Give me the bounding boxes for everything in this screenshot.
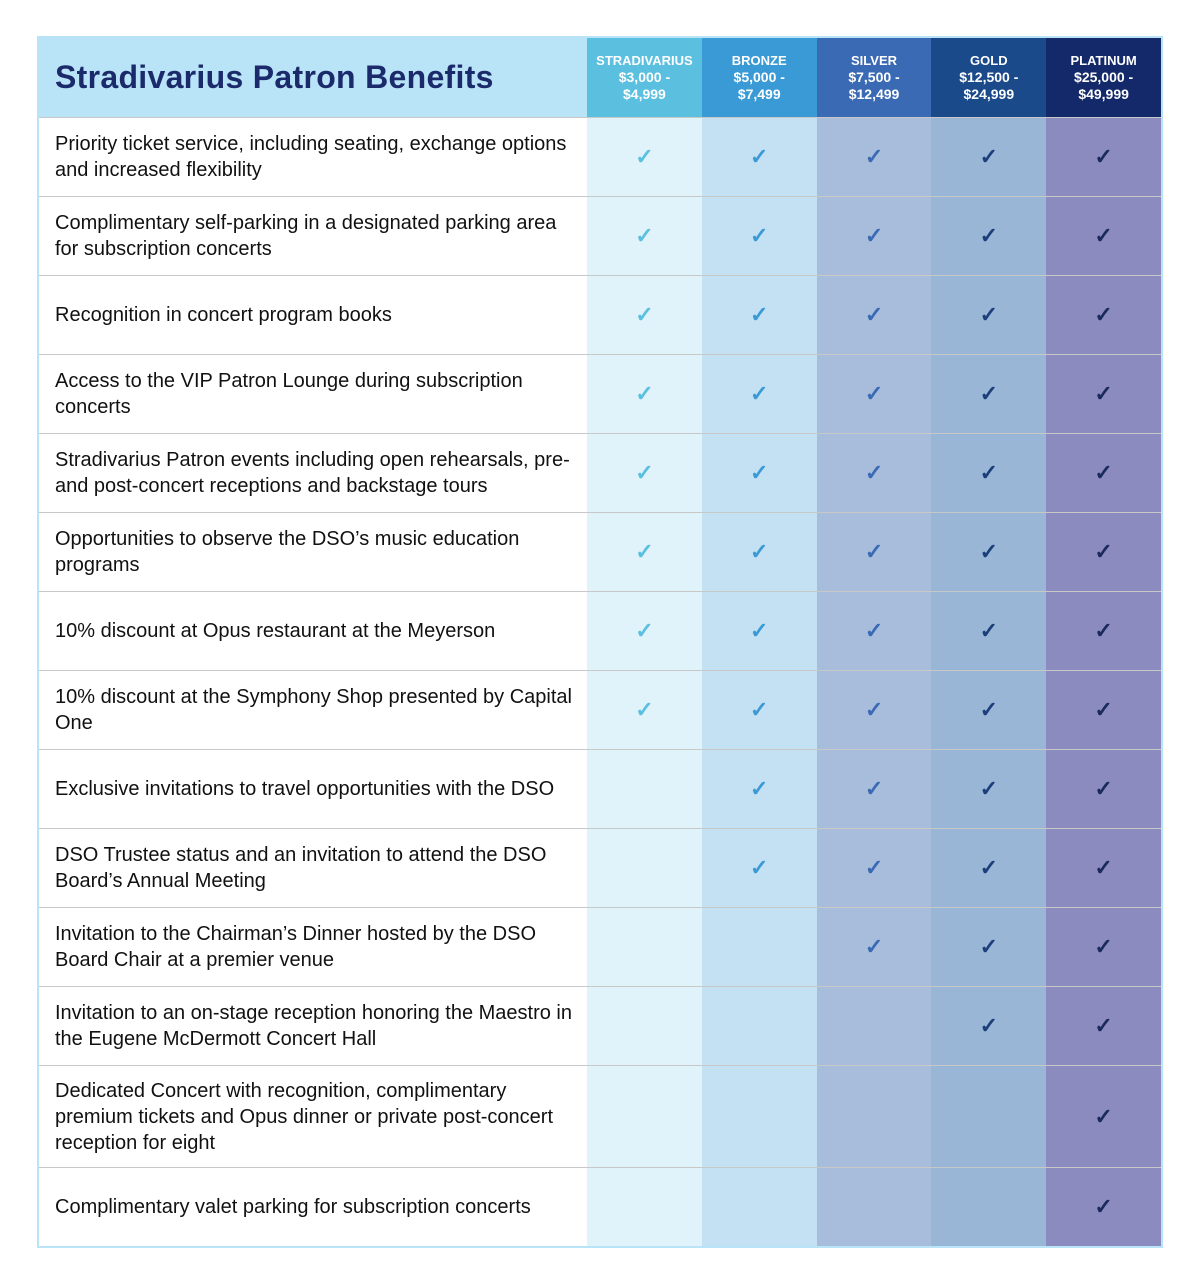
check-icon: ✓ (1094, 934, 1113, 959)
table-row (39, 275, 1161, 354)
tier-cell (702, 987, 817, 1065)
table-row (39, 749, 1161, 828)
check-icon: ✓ (750, 460, 769, 485)
tier-cell (817, 1066, 932, 1167)
table-row (39, 1065, 1161, 1167)
tier-header-stradivarius (587, 38, 702, 117)
check-icon: ✓ (1094, 381, 1113, 406)
table-row (39, 354, 1161, 433)
check-icon: ✓ (864, 381, 884, 406)
check-icon: ✓ (635, 697, 654, 722)
tier-cell (931, 592, 1046, 670)
check-icon: ✓ (979, 460, 999, 485)
tier-cell (702, 1066, 817, 1167)
tier-cell (587, 592, 702, 670)
tier-cell (931, 118, 1046, 196)
tier-cell (931, 513, 1046, 591)
check-icon: ✓ (864, 855, 884, 880)
check-icon: ✓ (1094, 1103, 1113, 1129)
tier-cell (817, 197, 932, 275)
tier-cell (817, 750, 932, 828)
check-icon: ✓ (864, 223, 884, 248)
tier-cell (587, 434, 702, 512)
benefit-label: Stradivarius Patron events including open rehearsals, pre- and post-concert receptions and backstage tours (55, 449, 570, 497)
tier-name: GOLD (970, 53, 1008, 68)
tier-cell (587, 1066, 702, 1167)
tier-header-platinum (1046, 38, 1161, 117)
tier-cell (702, 513, 817, 591)
check-icon: ✓ (864, 697, 884, 722)
tier-cell (931, 750, 1046, 828)
tier-header-silver (817, 38, 932, 117)
tier-cell (1046, 750, 1161, 828)
tier-cell (702, 1168, 817, 1246)
check-icon: ✓ (635, 223, 654, 248)
tier-name: BRONZE (731, 53, 787, 68)
tier-cell (931, 671, 1046, 749)
tier-cell (1046, 671, 1161, 749)
check-icon: ✓ (635, 144, 654, 169)
tier-cell (817, 592, 932, 670)
benefit-label: Invitation to an on-stage reception honoring the Maestro in the Eugene McDermott Concert Hall (55, 1002, 572, 1050)
tier-cell (931, 829, 1046, 907)
tier-cell (817, 355, 932, 433)
tier-cell (587, 908, 702, 986)
check-icon: ✓ (864, 460, 884, 485)
table-row (39, 512, 1161, 591)
tier-cell (1046, 355, 1161, 433)
check-icon: ✓ (635, 539, 654, 564)
check-icon: ✓ (750, 855, 769, 880)
tier-cell (587, 118, 702, 196)
check-icon: ✓ (979, 223, 999, 248)
tier-cell (1046, 1066, 1161, 1167)
tier-cell (931, 987, 1046, 1065)
table-row (39, 117, 1161, 196)
check-icon: ✓ (864, 776, 884, 801)
tier-cell (931, 1066, 1046, 1167)
table-row (39, 986, 1161, 1065)
tier-cell (702, 671, 817, 749)
check-icon: ✓ (979, 618, 999, 643)
tier-cell (1046, 118, 1161, 196)
tier-name: SILVER (851, 53, 898, 68)
table-row (39, 433, 1161, 512)
table-row (39, 828, 1161, 907)
tier-cell (1046, 987, 1161, 1065)
tier-cell (1046, 829, 1161, 907)
check-icon: ✓ (1094, 144, 1113, 169)
check-icon: ✓ (1094, 1194, 1113, 1219)
check-icon: ✓ (864, 934, 884, 959)
tier-cell (1046, 513, 1161, 591)
check-icon: ✓ (750, 144, 769, 169)
benefit-label: Complimentary valet parking for subscription concerts (55, 1196, 531, 1218)
tier-range2: $7,499 (737, 86, 781, 102)
tier-range2: $12,499 (848, 86, 900, 102)
check-icon: ✓ (979, 776, 999, 801)
check-icon: ✓ (1094, 855, 1113, 880)
benefit-label: Exclusive invitations to travel opportunities with the DSO (55, 778, 555, 800)
benefit-label: Priority ticket service, including seating, exchange options and increased flexibility (55, 133, 567, 181)
tier-cell (931, 434, 1046, 512)
check-icon: ✓ (750, 302, 769, 327)
tier-cell (702, 750, 817, 828)
check-icon: ✓ (864, 618, 884, 643)
benefits-table (37, 36, 1163, 1248)
benefit-label: Invitation to the Chairman’s Dinner hosted by the DSO Board Chair at a premier venue (55, 923, 536, 971)
benefit-label: Dedicated Concert with recognition, complimentary premium tickets and Opus dinner or private post-concert reception for eight (55, 1079, 553, 1154)
tier-cell (587, 276, 702, 354)
check-icon: ✓ (635, 302, 654, 327)
tier-cell (1046, 592, 1161, 670)
tier-cell (817, 513, 932, 591)
tier-cell (587, 513, 702, 591)
tier-header-bronze (702, 38, 817, 117)
check-icon: ✓ (979, 697, 999, 722)
tier-cell (702, 118, 817, 196)
check-icon: ✓ (1094, 776, 1113, 801)
tier-cell (817, 434, 932, 512)
tier-range1: $25,000 - (1074, 69, 1134, 85)
check-icon: ✓ (979, 381, 999, 406)
tier-cell (587, 355, 702, 433)
tier-range1: $5,000 - (733, 69, 785, 85)
check-icon: ✓ (1094, 618, 1113, 643)
check-icon: ✓ (1094, 1013, 1113, 1038)
tier-cell (587, 750, 702, 828)
tier-cell (931, 908, 1046, 986)
check-icon: ✓ (864, 144, 884, 169)
table-row (39, 670, 1161, 749)
tier-cell (587, 1168, 702, 1246)
check-icon: ✓ (979, 1013, 999, 1038)
tier-cell (702, 197, 817, 275)
check-icon: ✓ (750, 697, 769, 722)
tier-range2: $4,999 (623, 86, 666, 102)
tier-cell (1046, 197, 1161, 275)
check-icon: ✓ (750, 776, 769, 801)
tier-cell (587, 829, 702, 907)
tier-cell (931, 1168, 1046, 1246)
check-icon: ✓ (1094, 539, 1113, 564)
tier-cell (587, 671, 702, 749)
check-icon: ✓ (635, 618, 654, 643)
benefit-label: Opportunities to observe the DSO’s music education programs (55, 528, 520, 576)
tier-cell (817, 908, 932, 986)
tier-cell (817, 987, 932, 1065)
tier-cell (1046, 434, 1161, 512)
check-icon: ✓ (979, 302, 999, 327)
check-icon: ✓ (979, 539, 999, 564)
tier-cell (702, 434, 817, 512)
check-icon: ✓ (750, 618, 769, 643)
tier-cell (817, 118, 932, 196)
tier-cell (931, 355, 1046, 433)
tier-cell (931, 276, 1046, 354)
table-row (39, 1167, 1161, 1246)
tier-cell (817, 829, 932, 907)
tier-cell (817, 276, 932, 354)
tier-cell (702, 908, 817, 986)
check-icon: ✓ (979, 934, 999, 959)
check-icon: ✓ (635, 460, 654, 485)
tier-cell (702, 592, 817, 670)
benefit-label: Recognition in concert program books (55, 304, 392, 326)
tier-cell (587, 197, 702, 275)
tier-cell (702, 829, 817, 907)
tier-cell (817, 1168, 932, 1246)
benefit-label: DSO Trustee status and an invitation to attend the DSO Board’s Annual Meeting (55, 844, 547, 892)
tier-range1: $7,500 - (848, 69, 900, 85)
table-row (39, 591, 1161, 670)
tier-cell (1046, 276, 1161, 354)
tier-cell (702, 276, 817, 354)
tier-cell (587, 987, 702, 1065)
benefit-label: Complimentary self-parking in a designated parking area for subscription concerts (55, 212, 557, 260)
check-icon: ✓ (1094, 697, 1113, 722)
check-icon: ✓ (750, 223, 769, 248)
tier-range2: $24,999 (963, 86, 1015, 102)
tier-cell (702, 355, 817, 433)
tier-range1: $12,500 - (959, 69, 1019, 85)
tier-header-gold (931, 38, 1046, 117)
check-icon: ✓ (1094, 223, 1113, 248)
tier-name: PLATINUM (1070, 53, 1137, 68)
benefit-label: Access to the VIP Patron Lounge during subscription concerts (55, 370, 523, 418)
check-icon: ✓ (635, 381, 654, 406)
check-icon: ✓ (979, 144, 999, 169)
table-row (39, 196, 1161, 275)
tier-range2: $49,999 (1078, 86, 1129, 102)
table-header (39, 38, 1161, 117)
check-icon: ✓ (750, 381, 769, 406)
benefit-label: 10% discount at the Symphony Shop presented by Capital One (55, 686, 572, 734)
check-icon: ✓ (864, 539, 884, 564)
tier-cell (931, 197, 1046, 275)
benefit-label: 10% discount at Opus restaurant at the Meyerson (55, 620, 496, 642)
check-icon: ✓ (979, 855, 999, 880)
tier-cell (1046, 1168, 1161, 1246)
tier-range1: $3,000 - (618, 69, 671, 85)
check-icon: ✓ (864, 302, 884, 327)
table-row (39, 907, 1161, 986)
tier-name: STRADIVARIUS (596, 53, 693, 68)
tier-cell (817, 671, 932, 749)
check-icon: ✓ (750, 539, 769, 564)
page-title: Stradivarius Patron Benefits (39, 38, 587, 117)
tier-cell (1046, 908, 1161, 986)
check-icon: ✓ (1094, 460, 1113, 485)
check-icon: ✓ (1094, 302, 1113, 327)
